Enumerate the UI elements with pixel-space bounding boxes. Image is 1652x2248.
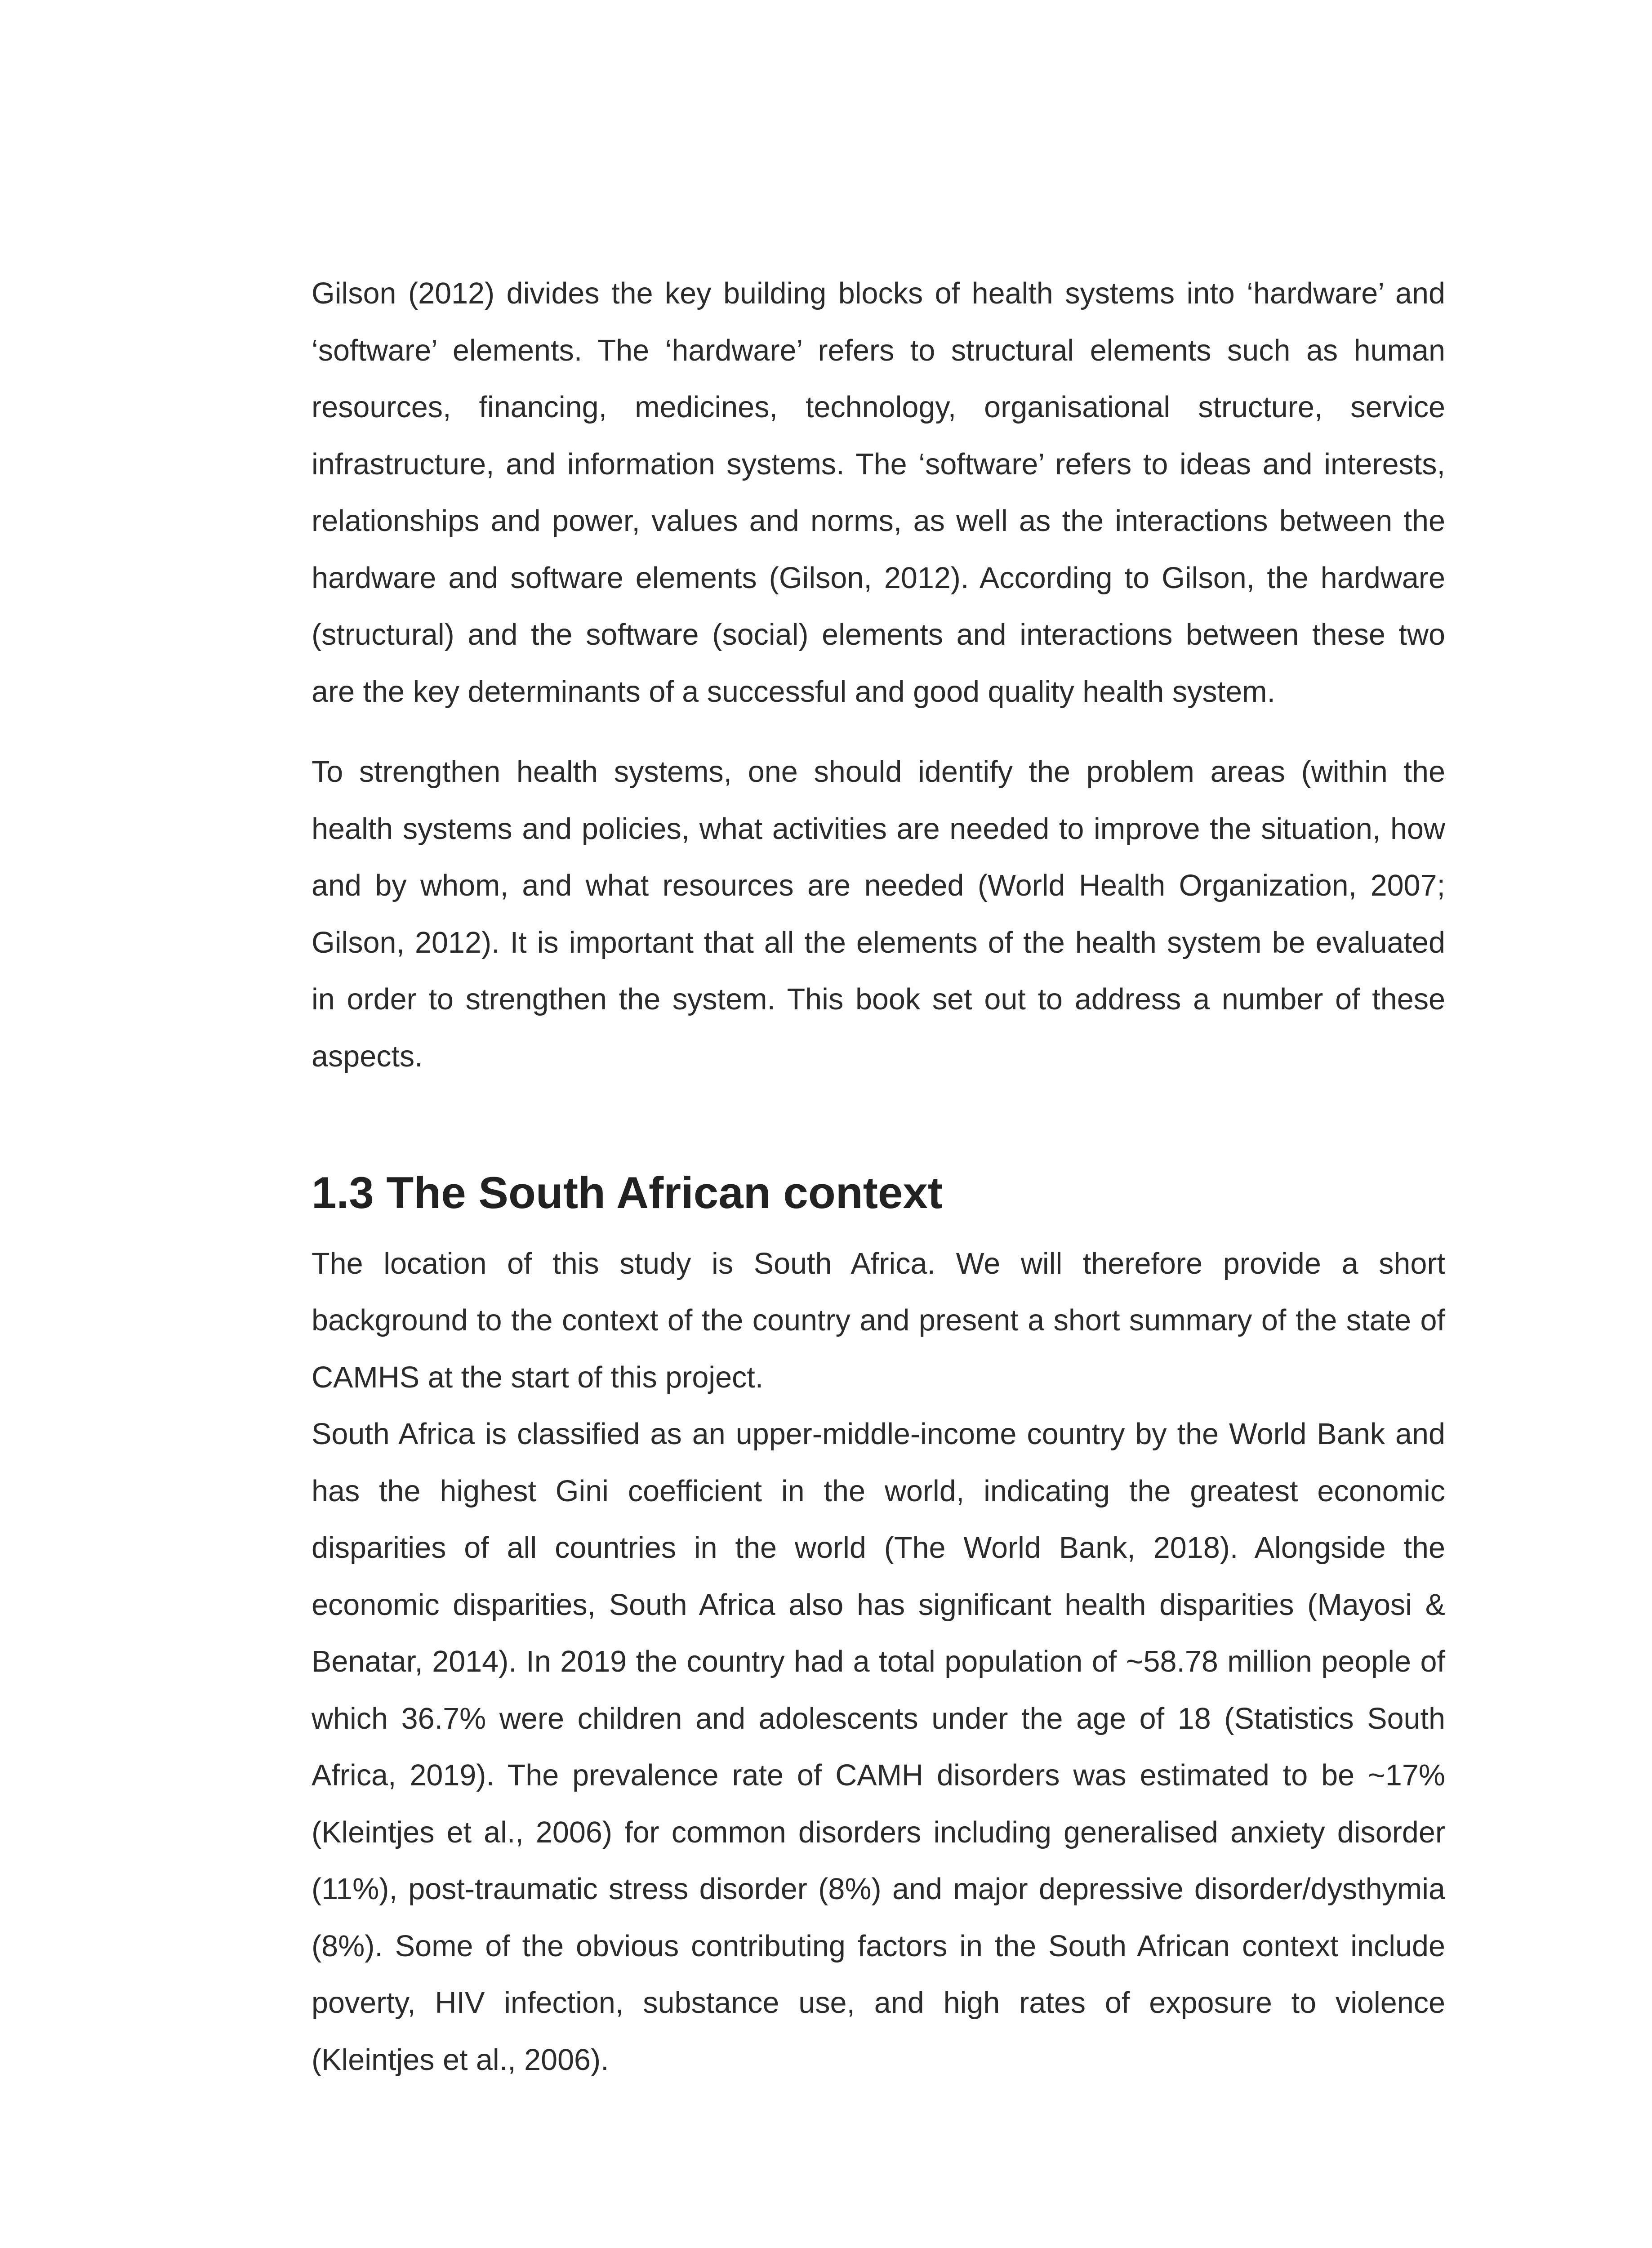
paragraph-strengthen-health-systems: To strengthen health systems, one should identify the problem areas (within the health systems and policies, what activities are needed to improve the situation, how and by whom, and what resources are needed (World Health Organization, 2007; Gilson, 2012). It is important that all the elements of the health system be evaluated in order to strengthen the system. This book set out to address a number of these aspects. xyxy=(312,755,1445,1073)
paragraph-study-location: The location of this study is South Africa. We will therefore provide a short background to the context of the country and present a short summary of the state of CAMHS at the start of this project. xyxy=(312,1247,1445,1394)
paragraph-health-system-building-blocks: Gilson (2012) divides the key building blocks of health systems into ‘hardware’ and ‘software’ elements. The ‘hardware’ refers to structural elements such as human resources, financing, medicines, technology, organisational structure, service infrastructure, and information systems. The ‘software’ refers to ideas and interests, relationships and power, values and norms, as well as the interactions between the hardware and software elements (Gilson, 2012). According to Gilson, the hardware (structural) and the software (social) elements and interactions between these two are the key determinants of a successful and good quality health system. xyxy=(312,277,1445,709)
paragraph-south-africa-context: South Africa is classified as an upper-middle-income country by the World Bank and has the highest Gini coefficient in the world, indicating the greatest economic disparities of all countries in the world (The World Bank, 2018). Alongside the economic disparities, South Africa also has significant health disparities (Mayosi & Benatar, 2014). In 2019 the country had a total population of ~58.78 million people of which 36.7% were children and adolescents under the age of 18 (Statistics South Africa, 2019). The prevalence rate of CAMH disorders was estimated to be ~17% (Kleintjes et al., 2006) for common disorders including generalised anxiety disorder (11%), post-traumatic stress disorder (8%) and major depressive disorder/dysthymia (8%). Some of the obvious contributing factors in the South African context include poverty, HIV infection, substance use, and high rates of exposure to violence (Kleintjes et al., 2006). xyxy=(312,1418,1445,2077)
section-heading: 1.3 The South African context xyxy=(312,1168,943,1218)
page-body xyxy=(312,265,1445,2088)
